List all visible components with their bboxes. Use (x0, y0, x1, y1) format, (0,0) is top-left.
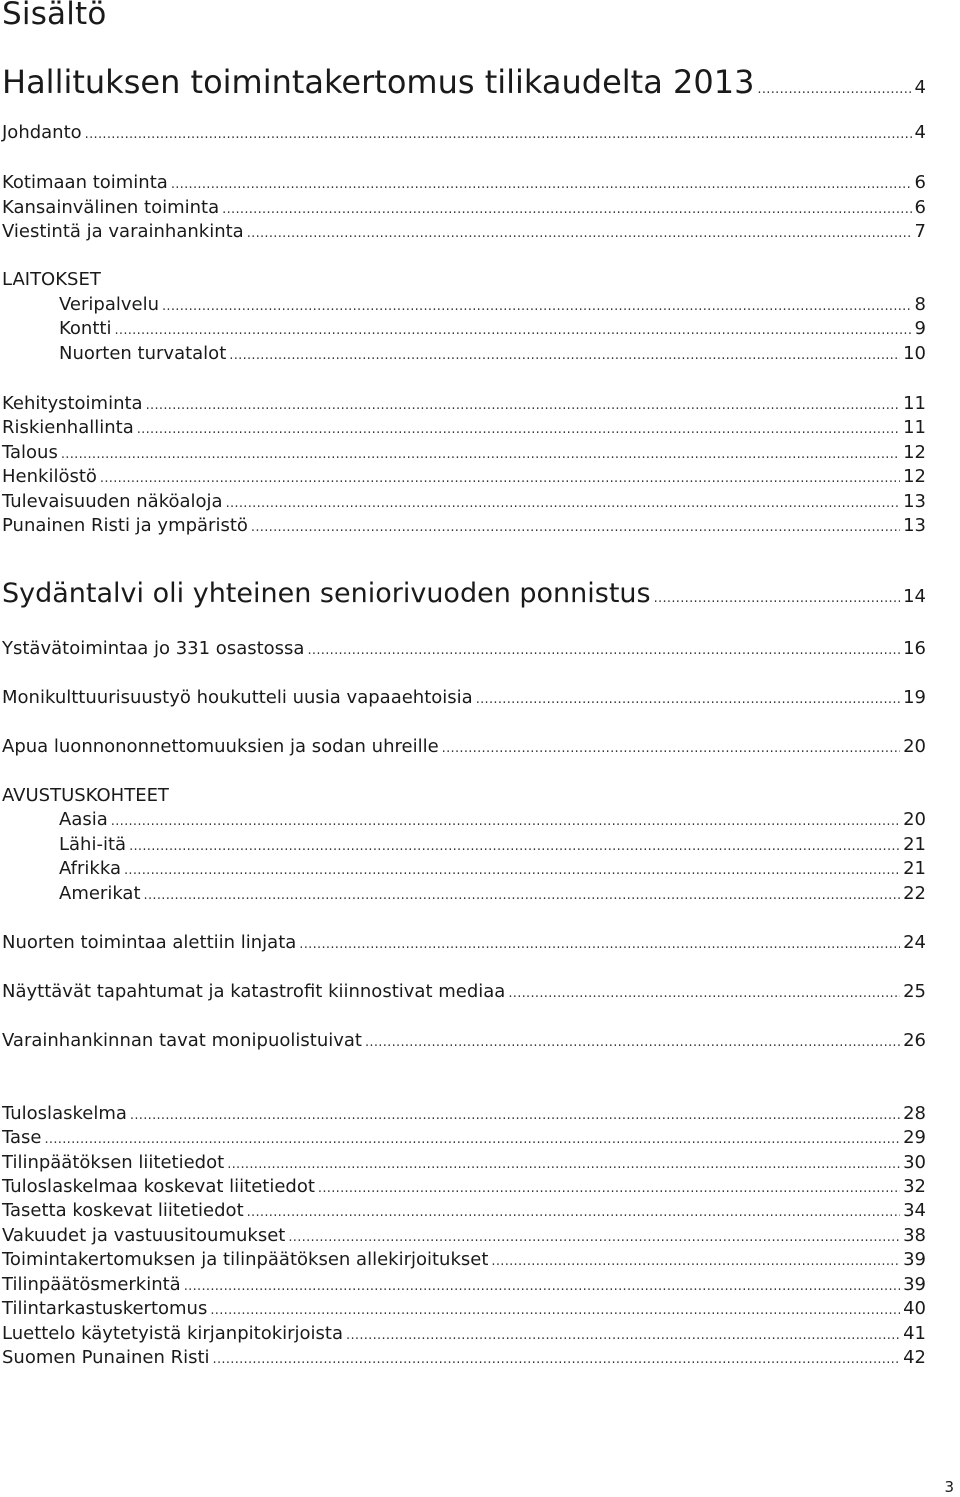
dot-leader (442, 735, 900, 761)
toc-entry[interactable] (2, 931, 926, 957)
toc-entry-page: 41 (903, 1323, 926, 1344)
toc-entry-title: Lähi-itä (59, 834, 127, 855)
toc-entry-page: 39 (903, 1274, 926, 1295)
toc-entry[interactable] (2, 1273, 926, 1299)
dot-leader (288, 1224, 900, 1250)
toc-entry[interactable] (2, 1126, 926, 1152)
toc-entry-title: Tilintarkastuskertomus (2, 1298, 208, 1319)
dot-leader (129, 833, 900, 859)
toc-entry-title: Tuloslaskelmaa koskevat liitetiedot (2, 1176, 315, 1197)
toc-entry-title: LAITOKSET (2, 269, 101, 290)
toc-entry[interactable] (2, 1175, 926, 1201)
toc-entry[interactable] (2, 62, 926, 110)
dot-leader (757, 62, 911, 110)
dot-leader (307, 637, 900, 663)
toc-entry-title: Varainhankinnan tavat monipuolistuivat (2, 1030, 362, 1051)
toc-entry-page: 13 (903, 515, 926, 536)
toc-entry-title: Näyttävät tapahtumat ja katastrofit kiinnostivat mediaa (2, 981, 506, 1002)
toc-entry-title: Aasia (59, 809, 108, 830)
toc-entry-page: 42 (903, 1347, 926, 1368)
toc-entry-page: 8 (914, 294, 926, 315)
dot-leader (85, 121, 912, 147)
dot-leader (114, 317, 911, 343)
toc-entry[interactable] (2, 171, 926, 197)
toc-entry-title: Toimintakertomuksen ja tilinpäätöksen allekirjoitukset (2, 1249, 489, 1270)
dot-leader (146, 392, 901, 418)
toc-entry-title: Sydäntalvi oli yhteinen seniorivuoden ponnistus (2, 578, 651, 609)
toc-entry-page: 22 (903, 883, 926, 904)
toc-entry-page: 11 (903, 393, 926, 414)
toc-entry[interactable] (2, 857, 926, 883)
toc-entry[interactable] (2, 392, 926, 418)
toc-entry-title: Punainen Risti ja ympäristö (2, 515, 248, 536)
dot-leader (251, 514, 900, 540)
toc-entry-title: Kontti (59, 318, 112, 339)
toc-section-heading (2, 268, 926, 292)
toc-entry-page: 34 (903, 1200, 926, 1221)
dot-leader (171, 171, 912, 197)
toc-entry-page: 10 (903, 343, 926, 364)
dot-leader (226, 490, 901, 516)
toc-entry[interactable] (2, 1322, 926, 1348)
toc-entry-page: 30 (903, 1152, 926, 1173)
toc-entry-page: 21 (903, 858, 926, 879)
toc-entry-page: 12 (903, 466, 926, 487)
dot-leader (508, 980, 900, 1006)
toc-entry-page: 20 (903, 736, 926, 757)
toc-entry-title: Suomen Punainen Risti (2, 1347, 210, 1368)
toc-entry[interactable] (2, 1199, 926, 1225)
toc-entry-page: 24 (903, 932, 926, 953)
toc-entry-page: 29 (903, 1127, 926, 1148)
dot-leader (318, 1175, 900, 1201)
dot-leader (162, 293, 912, 319)
toc-entry-title: Veripalvelu (59, 294, 159, 315)
toc-entry[interactable] (2, 686, 926, 712)
dot-leader (111, 808, 900, 834)
dot-leader (100, 465, 900, 491)
dot-leader (137, 416, 900, 442)
toc-entry[interactable] (2, 637, 926, 663)
toc-entry[interactable] (2, 220, 926, 246)
toc-entry-title: Tasetta koskevat liitetiedot (2, 1200, 244, 1221)
toc-entry-title: Ystävätoimintaa jo 331 osastossa (2, 638, 305, 659)
toc-entry[interactable] (2, 808, 926, 834)
toc-entry[interactable] (2, 577, 926, 616)
toc-entry-page: 16 (903, 638, 926, 659)
dot-leader (45, 1126, 901, 1152)
toc-entry[interactable] (2, 342, 926, 368)
toc-entry[interactable] (2, 1151, 926, 1177)
toc-entry-page: 14 (903, 586, 926, 607)
toc-entry-title: Amerikat (59, 883, 141, 904)
toc-entry-page: 25 (903, 981, 926, 1002)
dot-leader (476, 686, 900, 712)
dot-leader (229, 342, 900, 368)
toc-entry-page: 4 (914, 122, 926, 143)
toc-entry-title: Tilinpäätösmerkintä (2, 1274, 181, 1295)
dot-leader (130, 1102, 900, 1128)
toc-entry-page: 6 (914, 197, 926, 218)
toc-entry[interactable] (2, 317, 926, 343)
toc-entry-title: Riskienhallinta (2, 417, 134, 438)
dot-leader (144, 882, 901, 908)
toc-entry-page: 6 (914, 172, 926, 193)
toc-entry[interactable] (2, 416, 926, 442)
dot-leader (365, 1029, 900, 1055)
toc-entry-title: Tulevaisuuden näköaloja (2, 491, 223, 512)
dot-leader (184, 1273, 900, 1299)
dot-leader (213, 1346, 901, 1372)
dot-leader (124, 857, 900, 883)
toc-entry-page: 7 (914, 221, 926, 242)
toc-entry[interactable] (2, 833, 926, 859)
toc-entry[interactable] (2, 1297, 926, 1323)
toc-entry[interactable] (2, 196, 926, 222)
toc-entry-title: Kansainvälinen toiminta (2, 197, 220, 218)
toc-entry-page: 4 (914, 77, 926, 98)
page-number: 3 (944, 1478, 954, 1496)
toc-entry-title: AVUSTUSKOHTEET (2, 785, 169, 806)
toc-entry-title: Afrikka (59, 858, 121, 879)
dot-leader (61, 441, 900, 467)
toc-entry-title: Kotimaan toiminta (2, 172, 168, 193)
toc-entry-title: Vakuudet ja vastuusitoumukset (2, 1225, 286, 1246)
table-of-contents (2, 0, 926, 1400)
dot-leader (299, 931, 900, 957)
toc-entry[interactable] (2, 882, 926, 908)
toc-entry-title: Henkilöstö (2, 466, 97, 487)
toc-entry-page: 20 (903, 809, 926, 830)
toc-entry[interactable] (2, 465, 926, 491)
toc-entry-title: Tuloslaskelma (2, 1103, 127, 1124)
toc-entry-title: Tilinpäätöksen liitetiedot (2, 1152, 225, 1173)
toc-section-heading (2, 784, 926, 808)
toc-entry-title: Monikulttuurisuustyö houkutteli uusia vapaaehtoisia (2, 687, 473, 708)
toc-entry[interactable] (2, 293, 926, 319)
toc-entry-title: Hallituksen toimintakertomus tilikaudelta 2013 (2, 63, 755, 101)
toc-entry[interactable] (2, 1346, 926, 1372)
dot-leader (247, 220, 912, 246)
page-title: Sisältö (2, 0, 107, 32)
toc-entry-page: 39 (903, 1249, 926, 1270)
toc-entry-page: 13 (903, 491, 926, 512)
dot-leader (491, 1248, 900, 1274)
toc-entry-page: 32 (903, 1176, 926, 1197)
toc-entry-title: Luettelo käytetyistä kirjanpitokirjoista (2, 1323, 344, 1344)
toc-entry[interactable] (2, 1224, 926, 1250)
toc-entry-page: 28 (903, 1103, 926, 1124)
toc-entry-page: 38 (903, 1225, 926, 1246)
toc-entry-title: Nuorten toimintaa alettiin linjata (2, 932, 297, 953)
toc-entry[interactable] (2, 1102, 926, 1128)
toc-entry[interactable] (2, 490, 926, 516)
toc-entry-page: 11 (903, 417, 926, 438)
toc-entry-title: Kehitystoiminta (2, 393, 143, 414)
dot-leader (227, 1151, 900, 1177)
toc-entry-title: Nuorten turvatalot (59, 343, 227, 364)
toc-entry[interactable] (2, 441, 926, 467)
dot-leader (210, 1297, 900, 1323)
toc-entry[interactable] (2, 1029, 926, 1055)
toc-entry[interactable] (2, 121, 926, 147)
toc-entry-title: Johdanto (2, 122, 82, 143)
toc-entry-page: 19 (903, 687, 926, 708)
toc-entry-page: 40 (903, 1298, 926, 1319)
toc-entry-page: 26 (903, 1030, 926, 1051)
dot-leader (247, 1199, 900, 1225)
toc-entry-page: 9 (914, 318, 926, 339)
toc-entry[interactable] (2, 980, 926, 1006)
toc-entry[interactable] (2, 514, 926, 540)
toc-entry-title: Apua luonnononnettomuuksien ja sodan uhreille (2, 736, 439, 757)
toc-entry-page: 12 (903, 442, 926, 463)
dot-leader (346, 1322, 900, 1348)
toc-entry-title: Tase (2, 1127, 42, 1148)
toc-entry-title: Talous (2, 442, 58, 463)
toc-entry[interactable] (2, 1248, 926, 1274)
toc-entry-page: 21 (903, 834, 926, 855)
toc-entry[interactable] (2, 735, 926, 761)
toc-entry-title: Viestintä ja varainhankinta (2, 221, 244, 242)
dot-leader (654, 577, 900, 616)
dot-leader (222, 196, 911, 222)
